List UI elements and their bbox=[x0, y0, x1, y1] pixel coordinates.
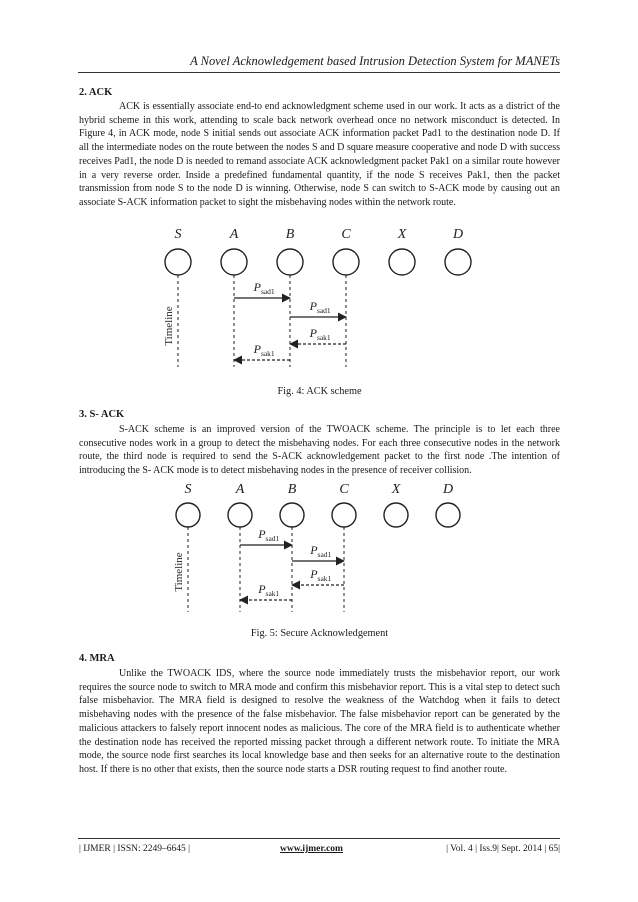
node-circle bbox=[277, 249, 303, 275]
node-circle bbox=[332, 503, 356, 527]
node-label: A bbox=[235, 482, 245, 497]
message-label: $P_{sak1}$ bbox=[253, 342, 275, 358]
message-label: $P_{sak1}$ bbox=[258, 582, 280, 598]
node-label: S bbox=[174, 227, 182, 242]
node-label: C bbox=[339, 482, 349, 497]
section-paragraph-mra: Unlike the TWOACK IDS, where the source node immediately trusts the misbehavior report, our work requires the source node to switch to MRA mode and confirm this misbehavior report. This is a vital step to detect such false misbehavior. The MRA field is designed to resolve the weakness of the Watchdog when it fails to detect misbehaving nodes with the presence of the false misbehavior. The false misbehavior report can be generated by the malicious attackers to falsely report innocent nodes as malicious. The core of the MRA field is to authenticate whether the destination node has received the reported missing packet through a different network route. To initiate the MRA mode, the source node first searches its local knowledge base and then seeks for an alternative route to the destination host. If there is no other that exists, then the source node starts a DSR routing request to find another route. bbox=[79, 668, 560, 775]
message-label: $P_{sad1}$ bbox=[309, 299, 331, 315]
message-label: $P_{sad1}$ bbox=[258, 527, 280, 543]
node-label: C bbox=[341, 227, 351, 242]
message-label: $P_{sak1}$ bbox=[309, 326, 331, 342]
message-label: $P_{sak1}$ bbox=[310, 567, 332, 583]
node-label: B bbox=[285, 227, 295, 242]
node-circle bbox=[165, 249, 191, 275]
header-rule bbox=[78, 72, 560, 73]
section-paragraph-sack: S-ACK scheme is an improved version of the TWOACK scheme. The principle is to let each three consecutive nodes work in a group to detect the misbehaving nodes. For each three consecutive nodes in the network route, the third node is required to send the S-ACK acknowledgement packet to the first node .The intention of introducing the S- ACK mode is to detect misbehaving nodes in the presence of receiver collision. bbox=[79, 424, 560, 477]
footer-rule bbox=[78, 838, 560, 839]
section-title-mra: 4. MRA bbox=[79, 653, 115, 664]
node-circle bbox=[176, 503, 200, 527]
sequence-diagram-sack bbox=[168, 480, 478, 620]
section-paragraph-ack: ACK is essentially associate end-to end acknowledgment scheme used in our work. It acts as a district of the hybrid scheme in this work, attending to scale back network overhead once no network misconduct is detected. In Figure 4, in ACK mode, node S initial sends out associate ACK information packet Pad1 to the destination node D. If all the intermediate nodes on the route between the nodes S and D square measure cooperative and node D with success receives Pad1, the node D is needed to remand associate ACK acknowledgment packet Pak1 on a similar route however in a very reverse order. Inside a predefined fundamental quantity, if the node S receives Pak1, then the packet transmission from node S to the node D is winning. Otherwise, node S can switch to S-ACK mode by causing out an associate S-ACK information packet to sight the misbehaving nodes within the network route. bbox=[79, 101, 560, 208]
figure-secure-acknowledgement bbox=[168, 480, 478, 620]
footer-website-link[interactable]: www.ijmer.com bbox=[280, 844, 343, 854]
node-circle bbox=[221, 249, 247, 275]
node-label: D bbox=[442, 482, 454, 497]
section-title-ack: 2. ACK bbox=[79, 87, 113, 98]
sequence-diagram-ack bbox=[158, 222, 488, 372]
node-label: X bbox=[391, 482, 401, 497]
node-circle bbox=[436, 503, 460, 527]
node-label: X bbox=[397, 227, 407, 242]
footer-volume-page: | Vol. 4 | Iss.9| Sept. 2014 | 65| bbox=[446, 844, 560, 854]
figure-caption-ack: Fig. 4: ACK scheme bbox=[277, 386, 362, 397]
node-label: B bbox=[287, 482, 297, 497]
node-circle bbox=[228, 503, 252, 527]
node-label: S bbox=[184, 482, 192, 497]
message-label: $P_{sad1}$ bbox=[310, 543, 332, 559]
timeline-label: Timeline bbox=[173, 552, 185, 592]
node-circle bbox=[333, 249, 359, 275]
node-circle bbox=[280, 503, 304, 527]
running-title: A Novel Acknowledgement based Intrusion Detection System for MANETs bbox=[190, 54, 560, 68]
node-label: A bbox=[229, 227, 239, 242]
node-label: D bbox=[452, 227, 464, 242]
figure-caption-secure-acknowledgement: Fig. 5: Secure Acknowledgement bbox=[250, 628, 389, 639]
footer-journal-issn: | IJMER | ISSN: 2249–6645 | bbox=[79, 844, 191, 854]
node-circle bbox=[384, 503, 408, 527]
node-circle bbox=[445, 249, 471, 275]
timeline-label: Timeline bbox=[163, 306, 175, 346]
node-circle bbox=[389, 249, 415, 275]
message-label: $P_{sad1}$ bbox=[253, 280, 275, 296]
section-title-sack: 3. S- ACK bbox=[79, 409, 125, 420]
figure-ack-scheme bbox=[158, 222, 488, 372]
